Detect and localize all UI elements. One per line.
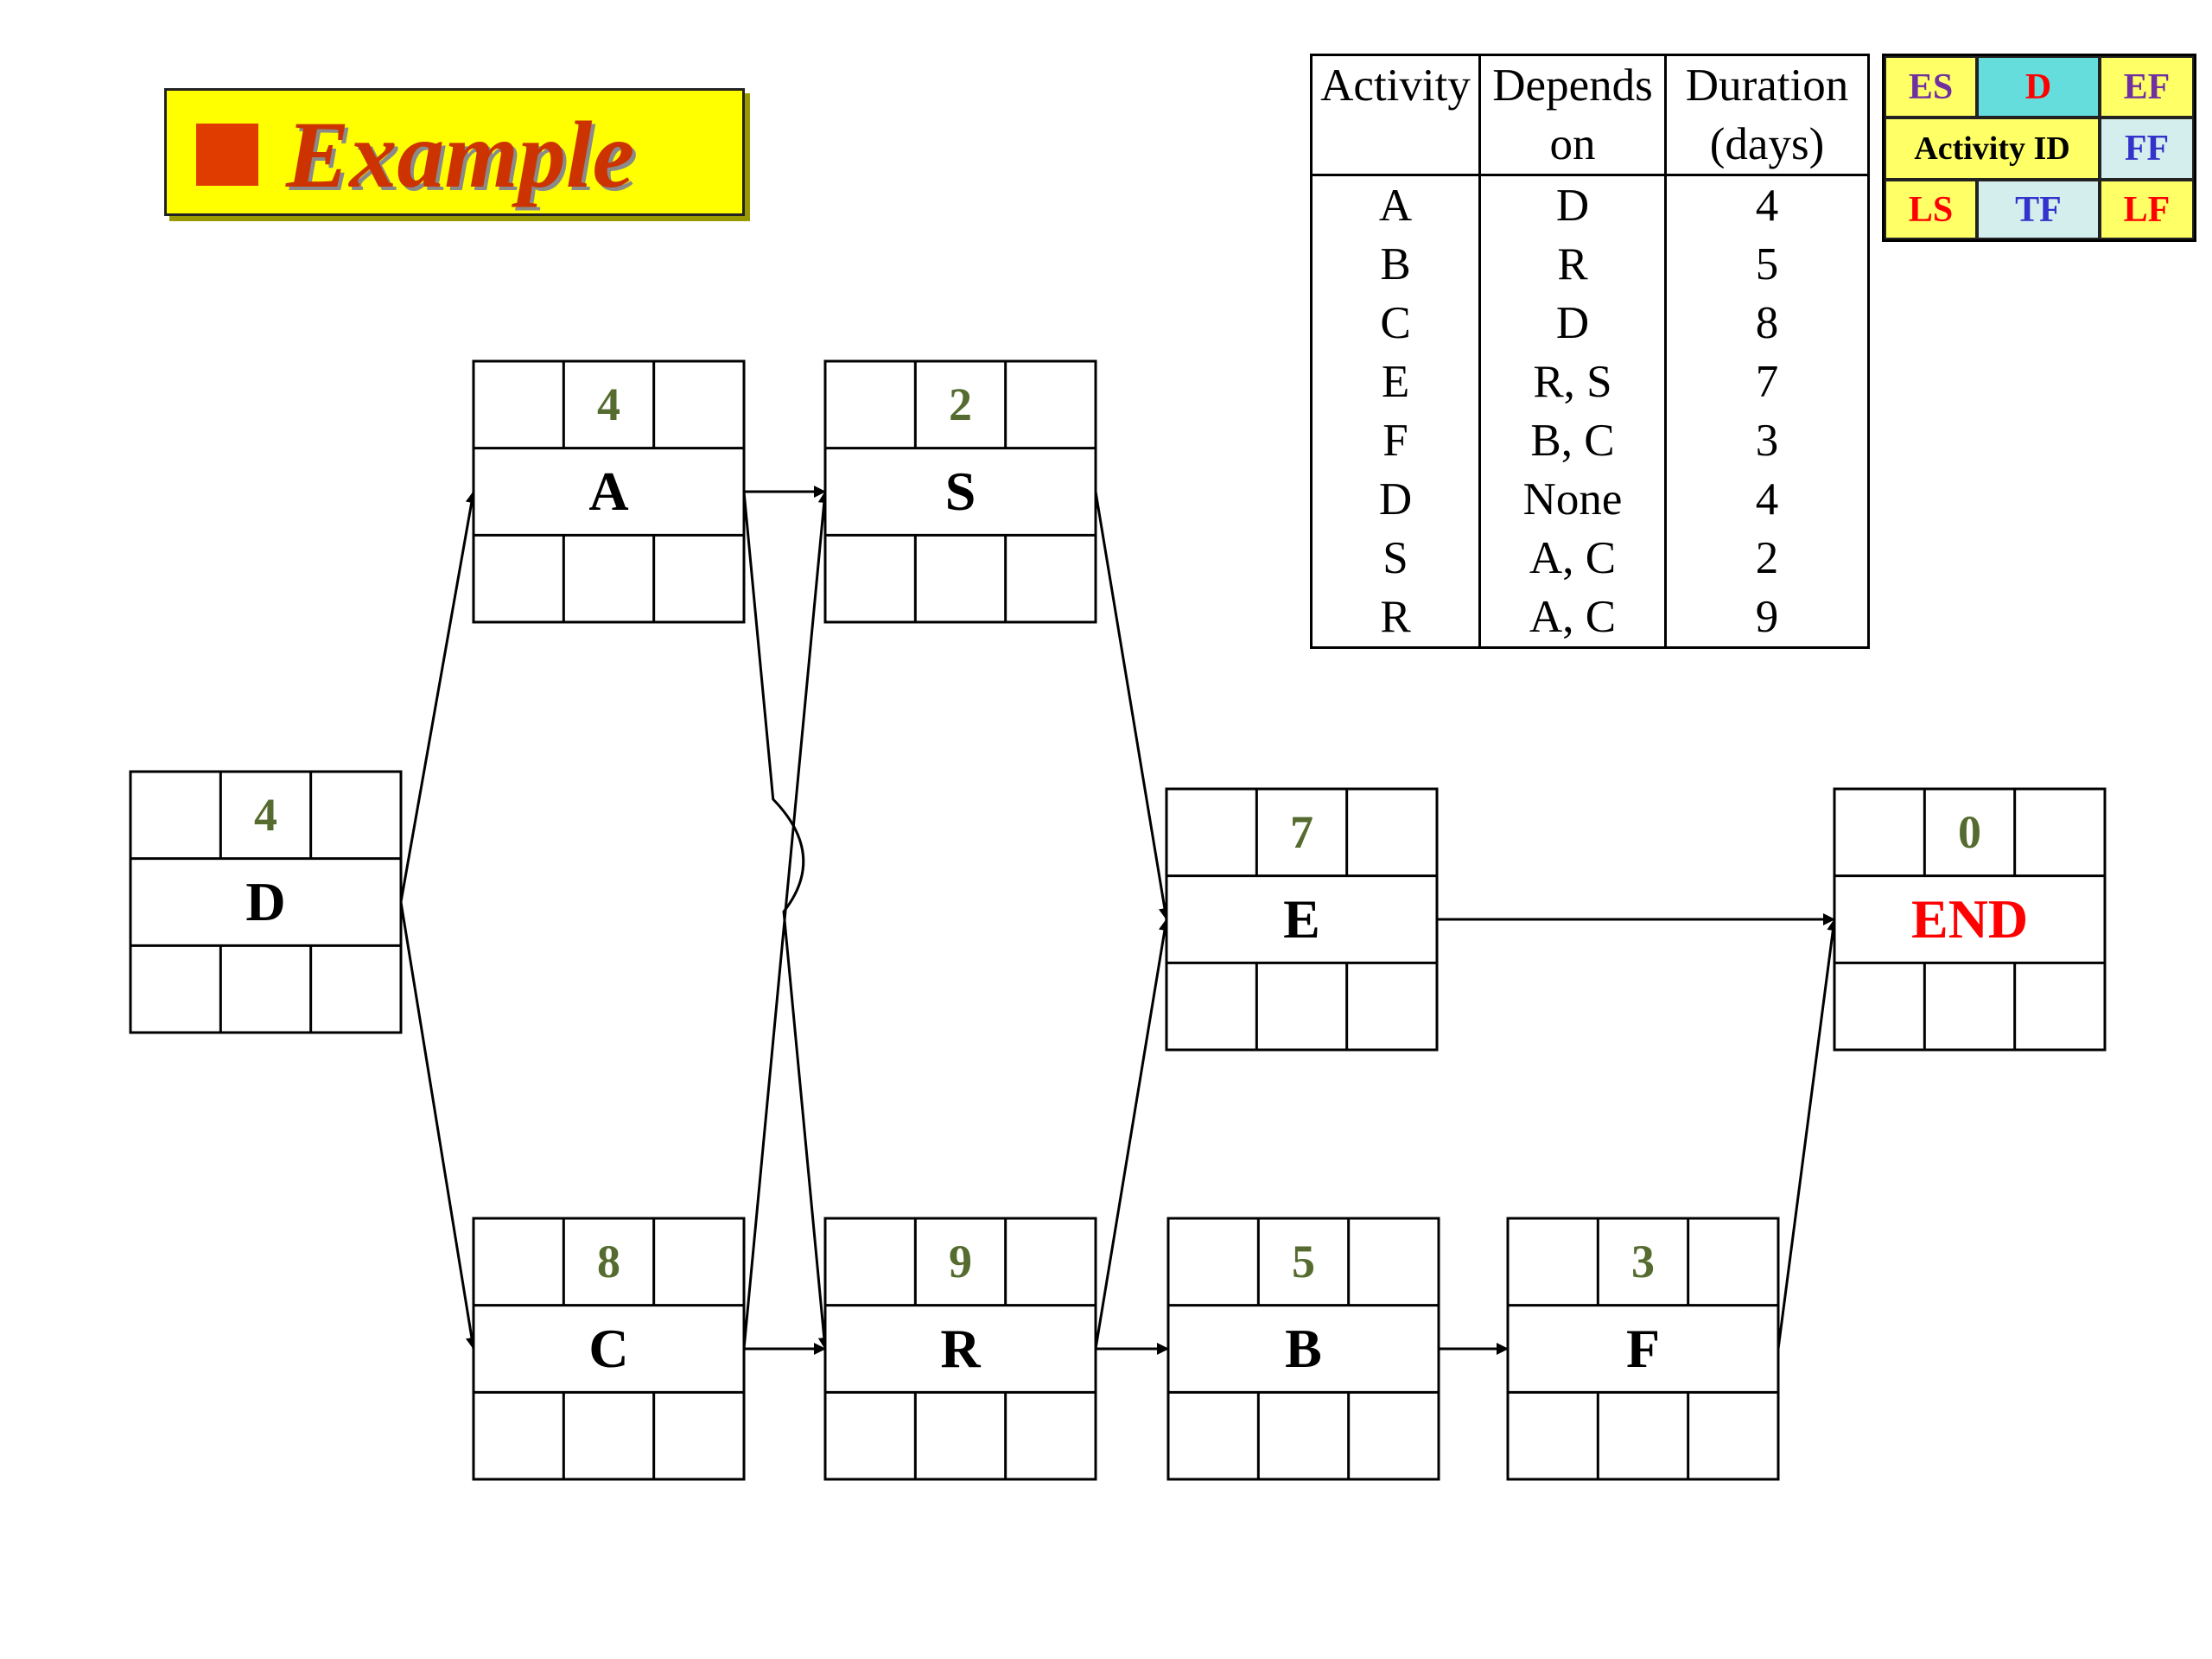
cell-depends-on: B, C [1480, 411, 1666, 470]
cell-duration: 4 [1666, 470, 1869, 529]
cell-depends-on: D [1480, 175, 1666, 236]
legend-lf: LF [2100, 180, 2194, 239]
cell-depends-on: A, C [1480, 588, 1666, 648]
node-duration: 7 [1289, 806, 1313, 858]
legend-es: ES [1885, 56, 1977, 118]
cell-activity: E [1312, 353, 1480, 411]
cell-duration: 5 [1666, 235, 1869, 294]
cell-activity: C [1312, 294, 1480, 353]
node-activity-id: A [588, 460, 629, 522]
node-activity-id: B [1285, 1317, 1322, 1379]
cell-duration: 9 [1666, 588, 1869, 648]
legend-ff: FF [2100, 118, 2194, 180]
edge-d-to-a [401, 492, 474, 902]
node-duration: 5 [1291, 1236, 1315, 1287]
legend-activity-id: Activity ID [1885, 118, 2100, 180]
header-depends-on: Depends on [1480, 55, 1666, 175]
cell-activity: F [1312, 411, 1480, 470]
legend-ef: EF [2100, 56, 2194, 118]
cell-depends-on: D [1480, 294, 1666, 353]
cell-activity: B [1312, 235, 1480, 294]
node-duration: 4 [253, 789, 277, 841]
legend-ls: LS [1885, 180, 1977, 239]
node-activity-id: END [1910, 887, 2029, 950]
header-activity: Activity [1312, 55, 1480, 175]
node-duration: 9 [948, 1236, 972, 1287]
node-duration: 4 [596, 378, 620, 430]
cell-depends-on: R, S [1480, 353, 1666, 411]
node-activity-id: F [1625, 1317, 1661, 1379]
legend-duration: D [1977, 56, 2100, 118]
edge-r-to-e [1096, 919, 1166, 1349]
page-title: Example [286, 102, 635, 207]
edge-s-to-e [1096, 492, 1166, 919]
cell-duration: 2 [1666, 529, 1869, 588]
node-duration: 2 [948, 378, 972, 430]
legend-tf: TF [1977, 180, 2100, 239]
node-activity-id: R [940, 1317, 981, 1379]
cell-depends-on: A, C [1480, 529, 1666, 588]
cell-depends-on: None [1480, 470, 1666, 529]
cell-activity: D [1312, 470, 1480, 529]
cell-duration: 7 [1666, 353, 1869, 411]
node-duration: 0 [1957, 806, 1981, 858]
node-activity-id: E [1283, 887, 1320, 950]
node-activity-id: D [245, 870, 286, 932]
edge-f-to-end [1778, 919, 1834, 1349]
header-duration: Duration (days) [1666, 55, 1869, 175]
node-duration: 3 [1630, 1236, 1655, 1287]
node-activity-id: C [588, 1317, 629, 1379]
cell-duration: 8 [1666, 294, 1869, 353]
cell-activity: A [1312, 175, 1480, 236]
edge-d-to-c [401, 902, 474, 1349]
cell-activity: R [1312, 588, 1480, 648]
cell-depends-on: R [1480, 235, 1666, 294]
node-activity-id: S [944, 460, 976, 522]
node-duration: 8 [596, 1236, 620, 1287]
cell-duration: 4 [1666, 175, 1869, 236]
cell-activity: S [1312, 529, 1480, 588]
cell-duration: 3 [1666, 411, 1869, 470]
